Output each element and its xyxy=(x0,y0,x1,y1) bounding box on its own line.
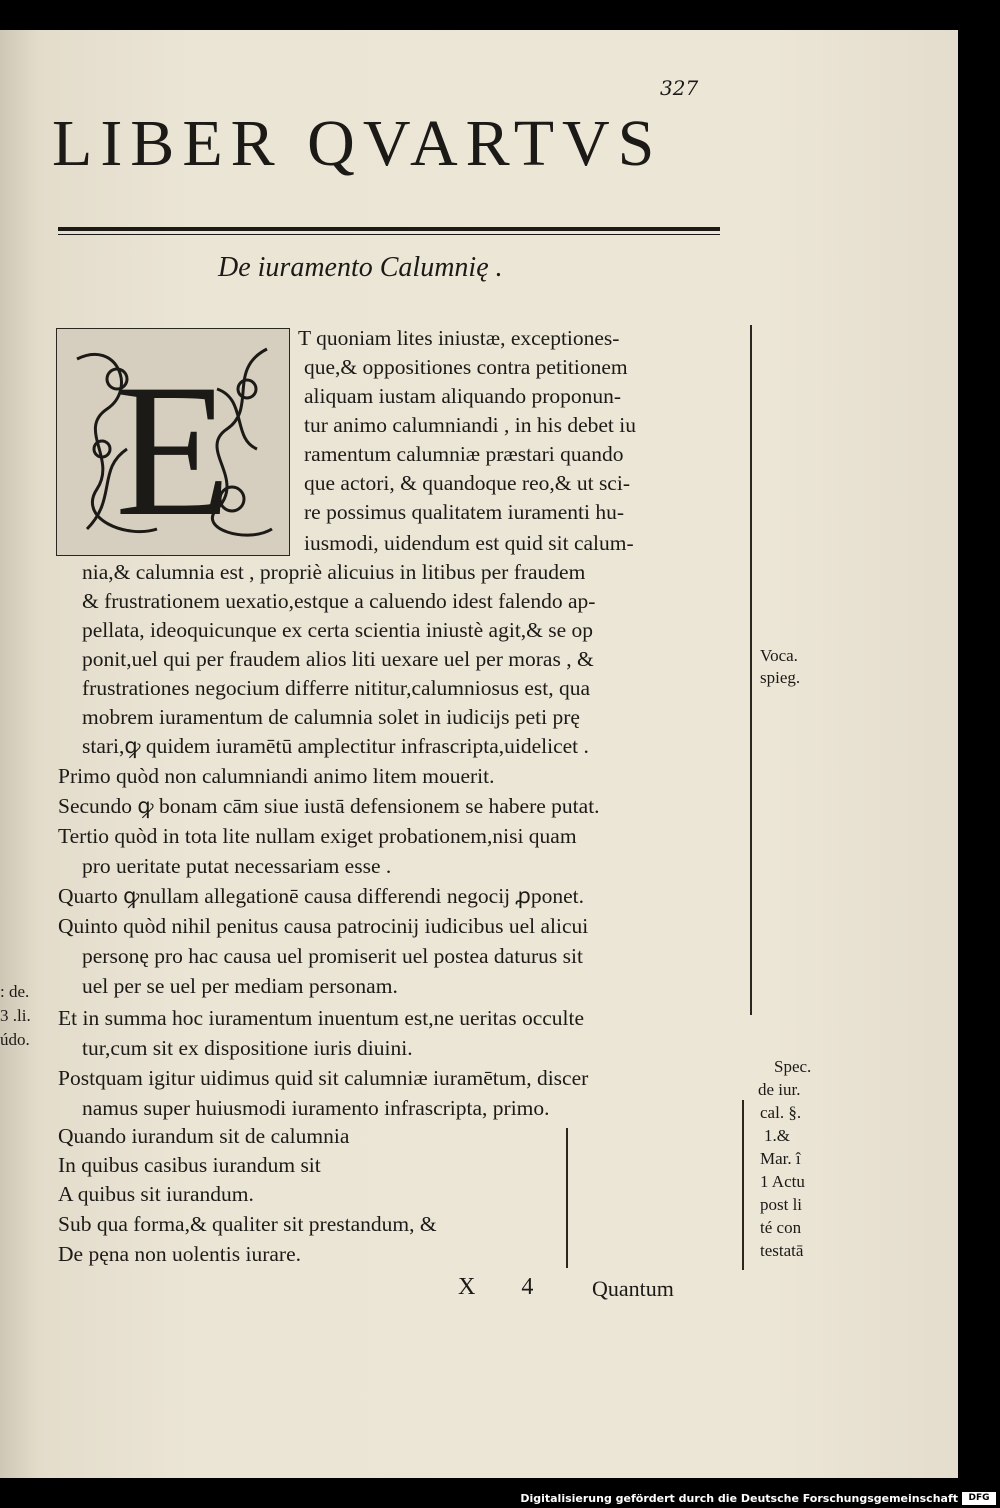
catchword: Quantum xyxy=(592,1276,674,1301)
body-line: Et in summa hoc iuramentum inuentum est,ne ueritas occulte xyxy=(58,1006,585,1030)
body-line: Quarto ꝙnullam allegationē causa differendi negocij ꝓponet. xyxy=(58,884,585,908)
list-brace xyxy=(566,1128,568,1268)
body-line: Quando iurandum sit de calumnia xyxy=(58,1124,350,1148)
margin-note: Voca. xyxy=(760,646,798,665)
margin-note: de iur. xyxy=(758,1080,801,1099)
body-line: aliquam iustam aliquando proponun- xyxy=(304,384,622,408)
body-line: uel per se uel per mediam personam. xyxy=(82,974,398,998)
body-line: T quoniam lites iniustæ, exceptiones- xyxy=(298,326,620,350)
body-line: re possimus qualitatem iuramenti hu- xyxy=(304,500,625,524)
title-rule-thin xyxy=(58,234,720,235)
title-rule xyxy=(58,227,720,231)
margin-bracket xyxy=(750,325,752,1015)
margin-note: cal. §. xyxy=(760,1103,802,1122)
facing-page-fragment: údo. xyxy=(0,1030,30,1049)
body-line: frustrationes negocium differre nititur,calumniosus est, qua xyxy=(82,676,591,700)
body-line: & frustrationem uexatio,estque a caluendo idest falendo ap- xyxy=(82,589,596,613)
margin-note: 1 Actu xyxy=(760,1172,805,1191)
footer-credit: Digitalisierung gefördert durch die Deutsche Forschungsgemeinschaft xyxy=(520,1492,958,1505)
body-line: Quinto quòd nihil penitus causa patrocinij iudicibus uel alicui xyxy=(58,914,589,938)
margin-note: té con xyxy=(760,1218,802,1237)
body-line: ramentum calumniæ præstari quando xyxy=(304,442,624,466)
body-line: iusmodi, uidendum est quid sit calum- xyxy=(304,531,634,555)
margin-bracket xyxy=(742,1100,744,1270)
signature-mark: X 4 xyxy=(458,1274,554,1300)
body-line: pro ueritate putat necessariam esse . xyxy=(82,854,392,878)
body-line: Postquam igitur uidimus quid sit calumniæ iuramētum, discer xyxy=(58,1066,589,1090)
body-line: nia,& calumnia est , propriè alicuius in litibus per fraudem xyxy=(82,560,586,584)
section-heading: De iuramento Calumnię . xyxy=(218,252,503,283)
body-line: personę pro hac causa uel promiserit uel postea daturus sit xyxy=(82,944,583,968)
body-line: Tertio quòd in tota lite nullam exiget probationem,nisi quam xyxy=(58,824,577,848)
body-line: namus super huiusmodi iuramento infrascripta, primo. xyxy=(82,1096,550,1120)
book-title: LIBER QVARTVS xyxy=(52,107,663,180)
facing-page-fragment: 3 .li. xyxy=(0,1006,31,1025)
margin-note: 1.& xyxy=(764,1126,790,1145)
ornament-icon xyxy=(57,329,289,555)
margin-note: Mar. î xyxy=(760,1149,801,1168)
margin-note: spieg. xyxy=(760,668,801,687)
svg-text:E: E xyxy=(114,346,232,555)
facing-page-fragment: : de. xyxy=(0,982,30,1001)
margin-note: Spec. xyxy=(774,1057,812,1076)
decorated-initial xyxy=(56,328,290,556)
body-line: ponit,uel qui per fraudem alios liti uexare uel per moras , & xyxy=(82,647,594,671)
body-line: In quibus casibus iurandum sit xyxy=(58,1153,321,1177)
body-line: tur animo calumniandi , in his debet iu xyxy=(304,413,636,437)
margin-note: post li xyxy=(760,1195,803,1214)
body-line: A quibus sit iurandum. xyxy=(58,1182,254,1206)
body-line: que actori, & quandoque reo,& ut sci- xyxy=(304,471,630,495)
dfg-logo-icon: DFG xyxy=(962,1492,996,1505)
body-line: De pęna non uolentis iurare. xyxy=(58,1242,301,1266)
body-line: mobrem iuramentum de calumnia solet in iudicijs peti prę xyxy=(82,705,580,729)
body-line: tur,cum sit ex dispositione iuris diuini. xyxy=(82,1036,413,1060)
scan-border xyxy=(958,0,1000,1490)
body-line: que,& oppositiones contra petitionem xyxy=(304,355,628,379)
page-number: 327 xyxy=(660,76,699,100)
body-line: Secundo ꝙ bonam cām siue iustā defensionem se habere putat. xyxy=(58,794,600,818)
body-line: Sub qua forma,& qualiter sit prestandum, & xyxy=(58,1212,437,1236)
body-line: Primo quòd non calumniandi animo litem mouerit. xyxy=(58,764,495,788)
footer-bar xyxy=(0,1490,1000,1508)
body-line: pellata, ideoquicunque ex certa scientia iniustè agit,& se op xyxy=(82,618,594,642)
body-line: stari,ꝙ quidem iuramētū amplectitur infrascripta,uidelicet . xyxy=(82,734,589,758)
margin-note: testatā xyxy=(760,1241,804,1260)
